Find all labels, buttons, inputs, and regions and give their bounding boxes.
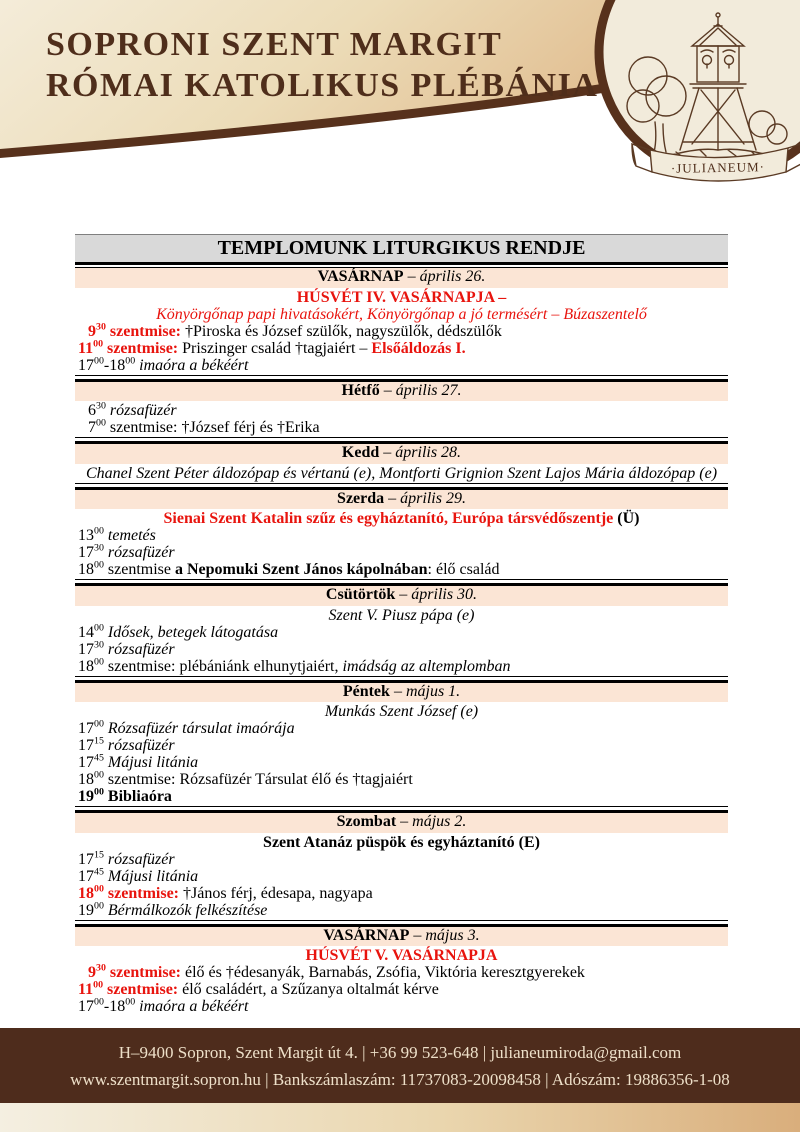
- bottom-gradient-strip: [0, 1103, 800, 1132]
- time-superscript: 30: [94, 639, 104, 651]
- schedule-line: [75, 465, 728, 482]
- text-segment: (Ü): [617, 510, 640, 527]
- schedule-line: [75, 703, 728, 720]
- text-segment: Májusi litánia: [103, 867, 199, 885]
- day-section: [75, 401, 728, 437]
- time-superscript: 00: [94, 996, 104, 1008]
- schedule-line: [75, 658, 728, 675]
- time-superscript: 15: [94, 735, 104, 747]
- text-segment: Sienai Szent Katalin szűz és egyháztanító, Európa társvédőszentje: [163, 510, 618, 527]
- day-name: Péntek: [342, 682, 390, 700]
- schedule-line: [75, 527, 728, 544]
- day-name: Szerda: [337, 489, 385, 507]
- text-segment: rózsafüzér: [103, 640, 175, 658]
- text-segment: $9^{30}$: [88, 321, 106, 340]
- day-name: VASÁRNAP: [317, 268, 404, 285]
- day-section: [75, 509, 728, 579]
- text-segment: Chanel Szent Péter áldozópap és vértanú (e), Montforti Grignion Szent Lajos Mária áldozópap (e): [85, 464, 718, 482]
- day-date: – május 3.: [409, 926, 480, 944]
- text-segment: $17^{00}$: [78, 718, 104, 737]
- day-header: [75, 927, 728, 947]
- time-superscript: 15: [94, 849, 104, 861]
- schedule-line: [75, 419, 728, 436]
- schedule-line: [75, 754, 728, 771]
- text-segment: $17^{30}$: [78, 542, 104, 561]
- text-segment: $18^{00}$: [109, 355, 136, 374]
- text-segment: $18^{00}$: [78, 883, 104, 902]
- text-segment: szentmise:: [103, 884, 183, 902]
- section-divider: [75, 375, 728, 382]
- text-segment: $18^{00}$: [78, 769, 104, 788]
- time-superscript: 45: [94, 752, 104, 764]
- text-segment: Könyörgőnap papi hivatásokért, Könyörgőnap a jó termésért – Búzaszentelő: [156, 305, 647, 323]
- text-segment: élő családért, a Szűzanya oltalmát kérve: [182, 981, 439, 998]
- text-segment: Priszinger család †tagjaiért –: [182, 339, 372, 357]
- schedule-line: [75, 607, 728, 624]
- day-header: [75, 267, 728, 288]
- schedule-line: [75, 561, 728, 578]
- liturgy-schedule: [75, 234, 728, 1016]
- day-header: [75, 586, 728, 606]
- time-superscript: 00: [94, 786, 104, 798]
- day-section: [75, 288, 728, 375]
- day-section: [75, 833, 728, 920]
- schedule-line: [75, 902, 728, 919]
- time-superscript: 30: [96, 400, 106, 412]
- section-divider: [75, 579, 728, 586]
- day-header: [75, 444, 728, 464]
- text-segment: $17^{30}$: [78, 639, 104, 658]
- text-segment: $19^{00}$: [78, 900, 104, 919]
- schedule-line: [75, 641, 728, 658]
- time-superscript: 00: [94, 900, 104, 912]
- day-date: – április 27.: [379, 381, 462, 399]
- time-superscript: 00: [94, 559, 104, 571]
- text-segment: $9^{30}$: [88, 962, 106, 981]
- text-segment: rózsafüzér: [103, 544, 175, 561]
- text-segment: szentmise: Rózsafüzér Társulat élő és †tagjaiért: [103, 771, 413, 788]
- day-date: – április 30.: [395, 586, 478, 603]
- time-superscript: 00: [125, 996, 136, 1008]
- time-superscript: 00: [94, 355, 104, 367]
- schedule-line: [75, 340, 728, 357]
- text-segment: -: [103, 998, 110, 1015]
- day-name: Szombat: [336, 813, 397, 830]
- text-segment: Idősek, betegek látogatása: [103, 623, 279, 641]
- text-segment: rózsafüzér: [105, 402, 177, 419]
- time-superscript: 00: [125, 355, 136, 367]
- text-segment: $11^{00}$: [78, 338, 104, 357]
- day-name: Hétfő: [341, 381, 380, 399]
- schedule-line: [75, 737, 728, 754]
- time-superscript: 30: [96, 321, 106, 333]
- text-segment: -: [103, 356, 110, 374]
- day-date: – május 2.: [396, 813, 467, 830]
- day-name: Csütörtök: [325, 586, 396, 603]
- text-segment: szentmise:: [105, 322, 185, 340]
- schedule-line: [75, 402, 728, 419]
- text-segment: $17^{45}$: [78, 752, 104, 771]
- schedule-line: [75, 306, 728, 323]
- text-segment: szentmise: †József férj és †Erika: [105, 419, 320, 436]
- text-segment: a Nepomuki Szent János kápolnában: [175, 561, 428, 578]
- time-superscript: 00: [94, 622, 104, 634]
- text-segment: $17^{15}$: [78, 735, 104, 754]
- schedule-line: [75, 720, 728, 737]
- text-segment: rózsafüzér: [103, 737, 175, 754]
- day-section: [75, 946, 728, 1016]
- schedule-line: [75, 788, 728, 805]
- day-header: [75, 813, 728, 833]
- time-superscript: 30: [94, 542, 104, 554]
- text-segment: imádság az altemplomban: [342, 657, 511, 675]
- time-superscript: 00: [94, 883, 104, 895]
- day-date: – április 26.: [403, 268, 486, 285]
- schedule-line: [75, 851, 728, 868]
- schedule-line: [75, 964, 728, 981]
- footer-accounts-line: www.szentmargit.sopron.hu | Bankszámlaszám: 11737083-20098458 | Adószám: 19886356-1-08: [70, 1070, 730, 1089]
- section-divider: [75, 483, 728, 490]
- day-date: – április 29.: [384, 489, 466, 507]
- text-segment: $19^{00}$: [78, 786, 104, 805]
- text-segment: : élő család: [427, 561, 500, 578]
- parish-name-line1: SOPRONI SZENT MARGIT: [46, 26, 503, 63]
- time-superscript: 45: [94, 866, 104, 878]
- text-segment: rózsafüzér: [103, 850, 175, 868]
- text-segment: Bibliaóra: [103, 788, 172, 805]
- schedule-line: [75, 624, 728, 641]
- page-footer: [0, 1028, 800, 1103]
- time-superscript: 00: [94, 656, 104, 668]
- text-segment: élő és †édesanyák, Barnabás, Zsófia, Viktória keresztgyerekek: [185, 964, 585, 981]
- text-segment: †János férj, édesapa, nagyapa: [183, 884, 373, 902]
- text-segment: $17^{00}$: [78, 355, 104, 374]
- time-superscript: 00: [96, 417, 106, 429]
- text-segment: $17^{15}$: [78, 849, 104, 868]
- schedule-line: [75, 771, 728, 788]
- text-segment: imaóra a békéért: [135, 356, 249, 374]
- text-segment: $7^{00}$: [88, 417, 106, 436]
- parish-name-line2: RÓMAI KATOLIKUS PLÉBÁNIA: [46, 67, 599, 104]
- section-divider: [75, 806, 728, 813]
- footer-contact-line: H–9400 Sopron, Szent Margit út 4. | +36 99 523-648 | julianeumiroda@gmail.com: [118, 1043, 682, 1062]
- schedule-line: [75, 357, 728, 374]
- text-segment: Bérmálkozók felkészítése: [103, 901, 268, 919]
- day-header: [75, 382, 728, 402]
- day-section: [75, 702, 728, 806]
- text-segment: $17^{45}$: [78, 866, 104, 885]
- text-segment: szentmise:: [103, 339, 183, 357]
- emblem-label: ·JULIANEUM·: [670, 159, 766, 176]
- text-segment: $13^{00}$: [78, 525, 104, 544]
- page-header: [0, 0, 800, 200]
- text-segment: szentmise:: [103, 981, 183, 998]
- day-name: Kedd: [341, 444, 380, 461]
- schedule-line: [75, 998, 728, 1015]
- time-superscript: 00: [94, 718, 104, 730]
- schedule-line: [75, 323, 728, 340]
- time-superscript: 00: [94, 525, 104, 537]
- day-section: [75, 606, 728, 676]
- text-segment: Rózsafüzér társulat imaórája: [103, 720, 295, 737]
- text-segment: HÚSVÉT V. VASÁRNAPJA: [305, 947, 498, 964]
- schedule-line: [75, 289, 728, 306]
- text-segment: Munkás Szent József (e): [324, 703, 479, 720]
- text-segment: $18^{00}$: [78, 559, 104, 578]
- day-date: – május 1.: [389, 682, 461, 700]
- time-superscript: 00: [93, 338, 104, 350]
- schedule-line: [75, 834, 728, 851]
- schedule-line: [75, 981, 728, 998]
- schedule-line: [75, 544, 728, 561]
- schedule-line: [75, 510, 728, 527]
- day-name: VASÁRNAP: [323, 926, 410, 944]
- text-segment: temetés: [103, 527, 156, 544]
- schedule-line: [75, 885, 728, 902]
- text-segment: szentmise: plébániánk elhunytjaiért,: [103, 657, 343, 675]
- schedule-line: [75, 868, 728, 885]
- text-segment: Szent Atanáz püspök és egyháztanító (E): [263, 833, 540, 851]
- day-header: [75, 683, 728, 703]
- parish-name: [46, 24, 598, 106]
- page-title: TEMPLOMUNK LITURGIKUS RENDJE: [75, 234, 728, 265]
- text-segment: Elsőáldozás I.: [371, 339, 466, 357]
- day-sections: [75, 267, 728, 1016]
- text-segment: †Piroska és József szülők, nagyszülők, dédszülők: [185, 322, 502, 340]
- text-segment: Szent V. Piusz pápa (e): [328, 606, 475, 624]
- text-segment: szentmise: [103, 561, 175, 578]
- time-superscript: 00: [94, 769, 104, 781]
- text-segment: $18^{00}$: [78, 656, 104, 675]
- day-section: [75, 464, 728, 483]
- day-date: – április 28.: [379, 444, 462, 461]
- text-segment: $11^{00}$: [78, 979, 104, 998]
- section-divider: [75, 437, 728, 444]
- time-superscript: 00: [93, 979, 104, 991]
- text-segment: $17^{00}$: [78, 996, 104, 1015]
- text-segment: szentmise:: [105, 964, 185, 981]
- section-divider: [75, 676, 728, 683]
- section-divider: [75, 920, 728, 927]
- time-superscript: 30: [96, 962, 106, 974]
- text-segment: Májusi litánia: [103, 754, 199, 771]
- text-segment: HÚSVÉT IV. VASÁRNAPJA –: [296, 288, 507, 306]
- text-segment: $6^{30}$: [88, 400, 106, 419]
- day-header: [75, 490, 728, 510]
- text-segment: imaóra a békéért: [135, 998, 249, 1015]
- schedule-line: [75, 947, 728, 964]
- text-segment: $18^{00}$: [109, 996, 136, 1015]
- text-segment: $14^{00}$: [78, 622, 104, 641]
